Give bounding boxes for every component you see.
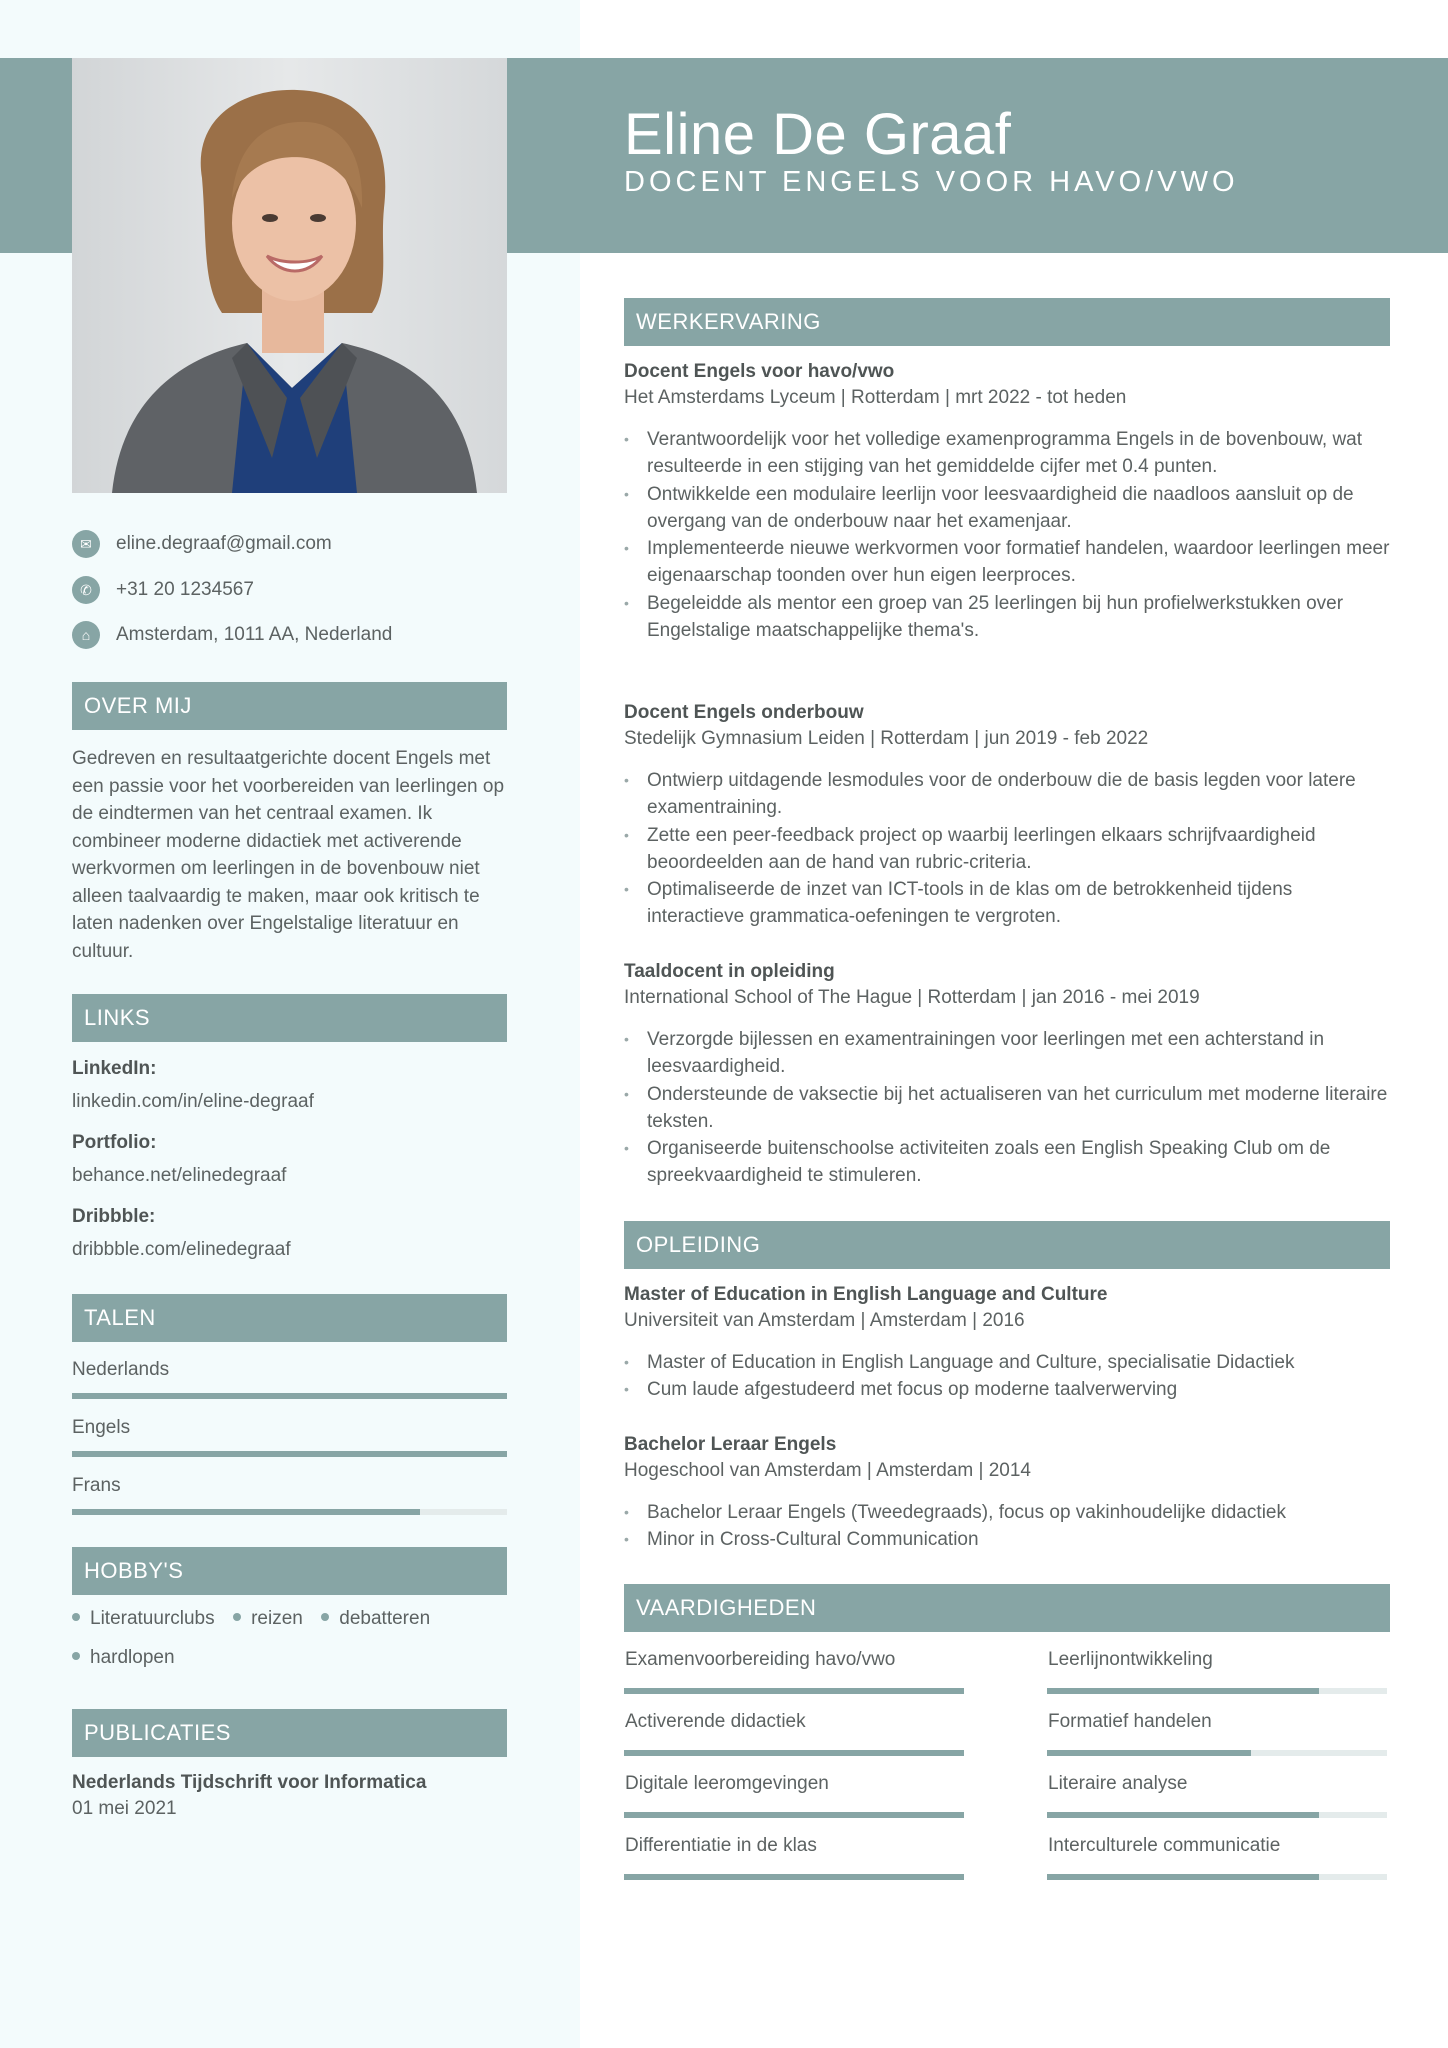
hobby-item: [233, 1608, 303, 1630]
skill-level-fill: [1047, 1688, 1319, 1694]
hobby-list: [72, 1608, 507, 1686]
phone-text: +31 20 1234567: [116, 579, 254, 600]
section-header-languages: TALEN: [72, 1294, 507, 1342]
language-level-fill: [72, 1451, 507, 1457]
language-level-fill: [72, 1393, 507, 1399]
experience-item: [624, 359, 1390, 644]
skill-name: Differentiatie in de klas: [625, 1835, 817, 1856]
skill-name: Leerlijnontwikkeling: [1048, 1649, 1213, 1670]
skill-level-track: [1047, 1688, 1387, 1694]
experience-bullets: [624, 767, 1390, 931]
bullet-item: • Zette een peer-feedback project op waarbij leerlingen elkaars schrijfvaardigheid beoordeelden aan de hand van rubric-criteria.: [624, 822, 1390, 877]
section-header-links: LINKS: [72, 994, 507, 1042]
skill-name: Activerende didactiek: [625, 1711, 806, 1732]
job-title: DOCENT ENGELS VOOR HAVO/VWO: [624, 166, 1239, 198]
bullet-item: • Verantwoordelijk voor het volledige examenprogramma Engels in de bovenbouw, wat resulteerde in een stijging van het gemiddelde cijfer met 0.4 punten.: [624, 426, 1390, 481]
bullet-item: • Begeleidde als mentor een groep van 25 leerlingen bij hun profielwerkstukken over Engelstalige maatschappelijke thema's.: [624, 590, 1390, 645]
language-name: Engels: [72, 1417, 131, 1438]
skill-level-track: [624, 1812, 964, 1818]
about-text: Gedreven en resultaatgerichte docent Engels met een passie voor het voorbereiden van leerlingen op de eindtermen van het centraal examen. Ik combineer moderne didactiek met activerende werkvormen om leerlingen in de bovenbouw niet alleen taalvaardig te maken, maar ook kritisch te laten nadenken over Engelstalige literatuur en cultuur.: [72, 748, 505, 962]
header-name-block: [624, 100, 1239, 199]
bullet-item: • Organiseerde buitenschoolse activiteiten zoals een English Speaking Club om de spreekvaardigheid te stimuleren.: [624, 1135, 1390, 1190]
experience-title: Taaldocent in opleiding: [624, 961, 835, 982]
portrait-image: [72, 58, 507, 493]
experience-title: Docent Engels voor havo/vwo: [624, 361, 895, 382]
bullet-dot: [72, 1652, 80, 1660]
experience-item: [624, 959, 1390, 1190]
section-header-publications: PUBLICATIES: [72, 1709, 507, 1757]
home-icon: ⌂: [72, 621, 100, 649]
skill-level-fill: [1047, 1750, 1251, 1756]
skill-name: Examenvoorbereiding havo/vwo: [625, 1649, 896, 1670]
contact-phone[interactable]: [72, 576, 507, 604]
education-title: Bachelor Leraar Engels: [624, 1434, 837, 1455]
language-level-track: [72, 1451, 507, 1457]
education-meta: Hogeschool van Amsterdam | Amsterdam | 2014: [624, 1460, 1031, 1481]
bullet-dot: [321, 1613, 329, 1621]
address-text: Amsterdam, 1011 AA, Nederland: [116, 624, 393, 645]
skill-level-track: [1047, 1750, 1387, 1756]
bullet-item: • Master of Education in English Language and Culture, specialisatie Didactiek: [624, 1349, 1390, 1376]
skill-level-fill: [1047, 1812, 1319, 1818]
skill-item: [1047, 1649, 1387, 1694]
bullet-item: • Bachelor Leraar Engels (Tweedegraads), focus op vakinhoudelijke didactiek: [624, 1499, 1390, 1526]
bullet-item: • Cum laude afgestudeerd met focus op moderne taalverwerving: [624, 1376, 1390, 1403]
language-name: Frans: [72, 1475, 121, 1496]
language-name: Nederlands: [72, 1359, 170, 1380]
education-bullets: [624, 1349, 1390, 1404]
language-item: [72, 1359, 507, 1399]
experience-bullets: [624, 1026, 1390, 1190]
link-linkedin[interactable]: linkedin.com/in/eline-degraaf: [72, 1091, 314, 1112]
skill-item: [1047, 1835, 1387, 1880]
skill-level-fill: [624, 1750, 964, 1756]
skill-level-fill: [1047, 1874, 1319, 1880]
full-name: Eline De Graaf: [624, 102, 1012, 167]
email-icon: ✉: [72, 530, 100, 558]
skill-item: [624, 1649, 964, 1694]
language-level-track: [72, 1509, 507, 1515]
experience-meta: International School of The Hague | Rotterdam | jan 2016 - mei 2019: [624, 987, 1200, 1008]
bullet-item: • Ontwierp uitdagende lesmodules voor de onderbouw die de basis legden voor latere examentraining.: [624, 767, 1390, 822]
language-level-track: [72, 1393, 507, 1399]
hobby-item: [72, 1608, 215, 1630]
publication-date: 01 mei 2021: [72, 1798, 177, 1819]
phone-icon: ✆: [72, 576, 100, 604]
education-bullets: [624, 1499, 1390, 1554]
link-label-dribbble: Dribbble:: [72, 1206, 156, 1227]
skill-name: Interculturele communicatie: [1048, 1835, 1281, 1856]
language-level-fill: [72, 1509, 420, 1515]
link-label-linkedin: LinkedIn:: [72, 1058, 157, 1079]
section-header-hobbies: HOBBY'S: [72, 1547, 507, 1595]
language-item: [72, 1417, 507, 1457]
education-item: [624, 1282, 1390, 1404]
skill-name: Formatief handelen: [1048, 1711, 1212, 1732]
section-header-about: OVER MIJ: [72, 682, 507, 730]
skill-level-track: [1047, 1874, 1387, 1880]
profile-photo: [72, 58, 507, 493]
experience-bullets: [624, 426, 1390, 644]
publication-title: Nederlands Tijdschrift voor Informatica: [72, 1772, 427, 1793]
experience-meta: Stedelijk Gymnasium Leiden | Rotterdam | jun 2019 - feb 2022: [624, 728, 1149, 749]
hobby-item: [72, 1647, 175, 1669]
skill-item: [624, 1835, 964, 1880]
skill-level-fill: [624, 1688, 964, 1694]
hobby-label: Literatuurclubs: [90, 1608, 215, 1629]
skill-level-fill: [624, 1874, 964, 1880]
bullet-item: • Ontwikkelde een modulaire leerlijn voor leesvaardigheid die naadloos aansluit op de overgang van de onderbouw naar het examenjaar.: [624, 481, 1390, 536]
contact-address: [72, 621, 507, 649]
bullet-dot: [72, 1613, 80, 1621]
skill-item: [624, 1711, 964, 1756]
skill-level-fill: [624, 1812, 964, 1818]
bullet-dot: [233, 1613, 241, 1621]
skill-level-track: [624, 1688, 964, 1694]
bullet-item: • Ondersteunde de vaksectie bij het actualiseren van het curriculum met moderne literaire teksten.: [624, 1081, 1390, 1136]
contact-email[interactable]: [72, 530, 507, 558]
education-title: Master of Education in English Language and Culture: [624, 1284, 1108, 1305]
hobby-label: reizen: [251, 1608, 303, 1629]
skill-item: [624, 1773, 964, 1818]
skill-name: Literaire analyse: [1048, 1773, 1188, 1794]
hobby-label: hardlopen: [90, 1647, 175, 1668]
link-label-portfolio: Portfolio:: [72, 1132, 157, 1153]
section-header-experience: WERKERVARING: [624, 298, 1390, 346]
experience-meta: Het Amsterdams Lyceum | Rotterdam | mrt 2022 - tot heden: [624, 387, 1127, 408]
skill-item: [1047, 1773, 1387, 1818]
skill-name: Digitale leeromgevingen: [625, 1773, 829, 1794]
bullet-item: • Verzorgde bijlessen en examentrainingen voor leerlingen met een achterstand in leesvaardigheid.: [624, 1026, 1390, 1081]
hobby-item: [321, 1608, 430, 1630]
skill-level-track: [624, 1750, 964, 1756]
link-portfolio[interactable]: behance.net/elinedegraaf: [72, 1165, 287, 1186]
skill-level-track: [1047, 1812, 1387, 1818]
section-header-education: OPLEIDING: [624, 1221, 1390, 1269]
bullet-item: • Implementeerde nieuwe werkvormen voor formatief handelen, waardoor leerlingen meer eigenaarschap toonden over hun eigen leerproces.: [624, 535, 1390, 590]
section-header-skills: VAARDIGHEDEN: [624, 1584, 1390, 1632]
experience-title: Docent Engels onderbouw: [624, 702, 864, 723]
skill-level-track: [624, 1874, 964, 1880]
education-item: [624, 1432, 1390, 1554]
link-dribbble[interactable]: dribbble.com/elinedegraaf: [72, 1239, 291, 1260]
bullet-item: • Minor in Cross-Cultural Communication: [624, 1526, 1390, 1553]
bullet-item: • Optimaliseerde de inzet van ICT-tools in de klas om de betrokkenheid tijdens interactieve grammatica-oefeningen te vergroten.: [624, 876, 1390, 931]
language-item: [72, 1475, 507, 1515]
skill-item: [1047, 1711, 1387, 1756]
email-text: eline.degraaf@gmail.com: [116, 533, 332, 554]
education-meta: Universiteit van Amsterdam | Amsterdam | 2016: [624, 1310, 1025, 1331]
experience-item: [624, 700, 1390, 931]
hobby-label: debatteren: [339, 1608, 431, 1629]
